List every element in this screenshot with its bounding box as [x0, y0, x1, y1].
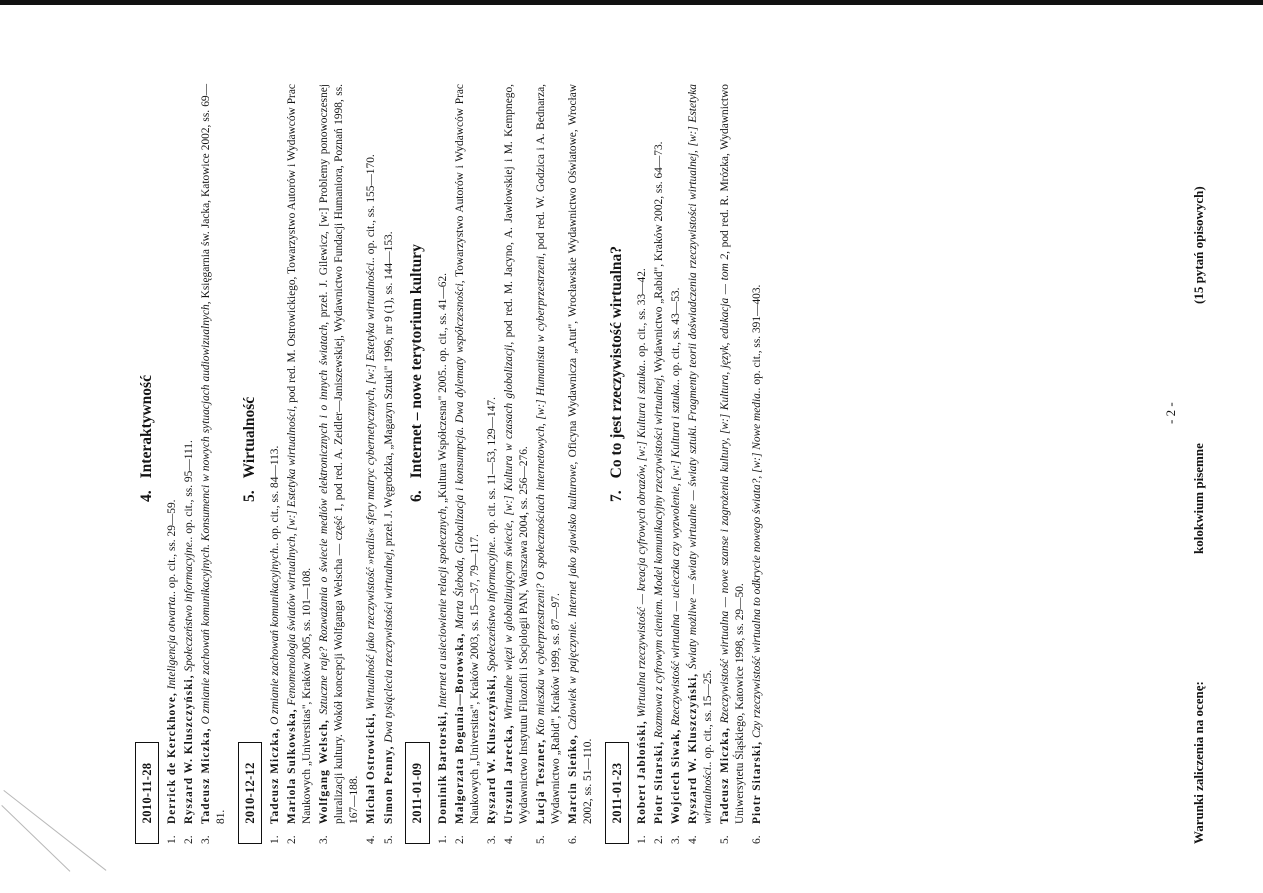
document-page: [132, 84, 1262, 844]
item-text: [268, 84, 283, 824]
item-text: [718, 84, 748, 824]
list-item: [635, 84, 650, 844]
list-item: [652, 84, 667, 844]
item-details: op. cit., ss. 95—111.: [183, 440, 196, 537]
item-number: 1.: [436, 835, 449, 844]
item-title: O zmianie zachowań komunikacyjnych. Konsumenci w nowych sytuacjach audiowizualnych,: [200, 301, 213, 725]
item-details: op. cit., ss. 29—59.: [166, 499, 178, 591]
footer-item-1: kolokwium pisemne: [1191, 443, 1206, 554]
item-text: [285, 84, 315, 824]
item-text: [750, 84, 765, 824]
item-author: Tadeusz Miczka,: [269, 727, 282, 824]
item-title: Człowiek w pajęczynie. Internet jako zjawisko kulturowe,: [566, 461, 579, 730]
section-header: [403, 84, 433, 844]
section-date: 2010-11-28: [135, 742, 160, 844]
item-text: [182, 84, 197, 824]
list-item: [268, 84, 283, 844]
item-details: przeł. J. Gilewicz, [w:] Problemy ponowoczesnej pluralizacji kultury. Wokół koncepcji Wolfganga Welscha — część 1, pod red. A. Zeidler—Janiszewskiej, Wydawnictwo Fundacji Humaniora, Poznań 1998, ss. 167—188.: [318, 84, 361, 824]
section-title-text: Interaktywność: [137, 375, 155, 479]
section-date: 2011-01-09: [405, 742, 430, 844]
bibliography-list: [165, 84, 229, 844]
bibliography-list: [436, 84, 596, 844]
list-item: [317, 84, 362, 844]
item-title: Internet a usieciowienie relacji społecznych,: [436, 505, 449, 709]
item-text: [453, 84, 483, 824]
item-title: Fenomenologia światów wirtualnych, [w:] Estetyka wirtualności,: [286, 405, 299, 706]
item-details: „Kultura Współczesna" 2005.. op. cit., ss. 41—62.: [436, 273, 449, 506]
list-item: [453, 84, 483, 844]
item-number: 2.: [653, 835, 666, 844]
item-text: [502, 84, 532, 824]
item-author: Tadeusz Miczka,: [200, 727, 213, 824]
item-details: Oficyna Wydawnicza „Atut", Wrocławskie Wydawnictwo Oświatowe, Wrocław 2002, ss. 51—110.: [566, 84, 594, 824]
list-item: [669, 84, 684, 844]
list-item: [364, 84, 379, 844]
list-item: [485, 84, 500, 844]
item-author: Simon Penny,: [382, 745, 395, 824]
item-number: 3.: [485, 835, 498, 844]
section-header: [235, 84, 265, 844]
item-title: O zmianie zachowań komunikacyjnych..: [269, 542, 282, 725]
item-number: 6.: [751, 835, 764, 844]
item-title: Dwa tysiąclecia rzeczywistości wirtualnej,: [382, 549, 395, 743]
list-item: [285, 84, 315, 844]
item-text: [436, 84, 451, 824]
bibliography-list: [268, 84, 396, 844]
footer-label: Warunki zaliczenia na ocenę:: [1191, 681, 1206, 844]
item-text: [165, 84, 180, 824]
section: [132, 84, 229, 844]
item-text: [382, 84, 397, 824]
item-author: Urszula Jarecka,: [502, 724, 515, 824]
item-author: Wojciech Siwak,: [670, 728, 683, 824]
list-item: [436, 84, 451, 844]
list-item: [686, 84, 716, 844]
section-date: 2010-12-12: [238, 742, 263, 844]
bibliography-list: [635, 84, 765, 844]
item-title: Czy rzeczywistość wirtualna to odkrycie nowego świata?, [w:] Nowe media..: [751, 387, 764, 738]
item-author: Robert Jabłoński,: [636, 720, 649, 824]
section: [602, 84, 765, 844]
item-number: 3.: [670, 835, 683, 844]
section-number: 4.: [137, 490, 155, 502]
item-title: Inteligencja otwarta..: [166, 590, 178, 690]
item-number: 1.: [166, 835, 178, 844]
item-text: [566, 84, 596, 824]
section-title: [607, 246, 627, 502]
section-title: [407, 244, 427, 502]
section-header: [602, 84, 632, 844]
item-number: 2.: [453, 835, 466, 844]
footer-item-2: (15 pytań opisowych): [1191, 186, 1206, 304]
item-number: 4.: [365, 835, 378, 844]
item-number: 3.: [200, 835, 213, 844]
item-number: 2.: [183, 835, 196, 844]
item-text: [364, 84, 379, 824]
item-author: Dominik Bartorski,: [436, 711, 449, 824]
item-details: przeł. J. Węgrodzka, „Magazyn Sztuki" 1996, nr 9 (1), ss. 144—153.: [382, 231, 395, 550]
page-number: - 2 -: [1163, 402, 1178, 424]
item-author: Wolfgang Welsch,: [318, 719, 331, 824]
section-number: 7.: [607, 490, 625, 502]
list-item: [165, 84, 180, 844]
section-title: [137, 375, 157, 502]
item-title: Sztuczne raje? Rozważania o świecie mediów elektronicznych i o innych światach,: [318, 321, 331, 715]
section-title: [240, 397, 260, 502]
item-details: pod red. W. Godzica i A. Bednarza, Wydawnictwo „Rabid", Kraków 1999, ss. 87—97.: [534, 83, 562, 824]
item-author: Ryszard W. Kluszczyński,: [183, 674, 196, 824]
item-details: Księgarnia św. Jacka, Katowice 2002, ss. 69—81.: [200, 84, 228, 824]
item-number: 6.: [566, 835, 579, 844]
item-title: Kto mieszka w cyberprzestrzeni? O społecznościach internetowych, [w:] Humanista w cyberprzestrzeni,: [534, 253, 547, 736]
item-author: Tadeusz Miczka,: [719, 726, 732, 824]
scan-top-edge: [0, 0, 1263, 5]
item-number: 4.: [687, 835, 700, 844]
list-item: [382, 84, 397, 844]
item-title: Światy możliwe — światy wirtualne — światy sztuki. Fragmenty teorii doświadczenia rzeczywistości wirtualnej, [w:] Estetyka wirtualności..: [687, 84, 715, 824]
item-details: op. cit., ss. 33—42.: [636, 268, 649, 360]
item-title: Rzeczywistość wirtualna — ucieczka czy wyzwolenie, [w:] Kultura i sztuka..: [670, 379, 683, 726]
list-item: [199, 84, 229, 844]
item-title: Wirtualna rzeczywistość — kreacja cyfrowych obrazów, [w:] Kultura i sztuka..: [636, 359, 649, 718]
item-author: Michał Ostrowicki,: [365, 712, 378, 824]
item-details: op. cit., ss. 391—403.: [751, 284, 764, 388]
section-number: 6.: [408, 490, 426, 502]
item-title: Społeczeństwo informacyjne..: [485, 536, 498, 672]
item-number: 1.: [636, 835, 649, 844]
item-title: Rzeczywistość wirtualna — nowe szanse i zagrożenia kultury, [w:] Kultura, język, edukacja — tom 2,: [719, 251, 732, 724]
item-text: [485, 84, 500, 824]
item-author: Ryszard W. Kluszczyński,: [687, 672, 700, 824]
item-text: [686, 84, 716, 824]
item-text: [652, 84, 667, 824]
section-title-text: Wirtualność: [240, 396, 258, 479]
item-details: Towarzystwo Autorów i Wydawców Prac Naukowych „Universitas", Kraków 2003, ss. 15—37, 79—117.: [453, 84, 481, 824]
item-author: Marcin Sieńko,: [566, 734, 579, 824]
item-title: Społeczeństwo informacyjne..: [183, 536, 196, 672]
item-number: 5.: [382, 835, 395, 844]
item-text: [199, 84, 229, 824]
list-item: [566, 84, 596, 844]
item-author: Ryszard W. Kluszczyński,: [485, 674, 498, 824]
item-text: [635, 84, 650, 824]
item-details: op. cit., ss. 84—113.: [269, 445, 282, 543]
item-details: op. cit., ss. 155—170.: [365, 154, 378, 258]
item-text: [669, 84, 684, 824]
list-item: [182, 84, 197, 844]
item-details: pod red. M. Ostrowickiego, Towarzystwo Autorów i Wydawców Prac Naukowych „Universitas", Kraków 2005, ss. 101—108.: [286, 84, 314, 824]
section-number: 5.: [240, 490, 258, 502]
sections-container: [132, 84, 765, 844]
item-author: Małgorzata Bogunia—Borowska,: [453, 632, 466, 824]
item-author: Łucja Teszner,: [534, 738, 547, 824]
list-item: [718, 84, 748, 844]
item-number: 4.: [502, 835, 515, 844]
item-author: Mariola Sułkowska,: [286, 708, 299, 824]
item-details: pod red. M. Jacyno, A. Jawłowskiej i M. Kempnego, Wydawnictwo Instytutu Filozofii i Socjologii PAN, Warszawa 2004, ss. 256—276.: [502, 84, 530, 824]
item-title: Rozmowa z cyfrowym cieniem. Model komunikacyjny rzeczywistości wirtualnej,: [653, 374, 666, 738]
item-author: Piotr Sitarski,: [653, 740, 666, 824]
item-text: [317, 84, 362, 824]
section-title-text: Co to jest rzeczywistość wirtualna?: [607, 245, 625, 479]
item-title: Wirtualność jako rzeczywistość »realis« sfery matryc cybernetycznych, [w:] Estetyka wirtualności..: [365, 257, 378, 710]
section-header: [132, 84, 162, 844]
item-number: 3.: [318, 835, 331, 844]
section-date: 2011-01-23: [605, 742, 630, 844]
item-details: pod red. R. Mrózka, Wydawnictwo Uniwersytetu Śląskiego, Katowice 1998, ss. 29—50.: [719, 83, 747, 824]
list-item: [750, 84, 765, 844]
section-title-text: Internet – nowe terytorium kultury: [408, 244, 426, 479]
section: [403, 84, 596, 844]
list-item: [502, 84, 532, 844]
item-details: op. cit., ss. 15—25.: [702, 669, 715, 762]
item-author: Derrick de Kerckhove,: [166, 692, 178, 824]
item-number: 5.: [719, 835, 732, 844]
scan-artifact-line: [3, 790, 106, 871]
item-number: 1.: [269, 835, 282, 844]
item-details: Wydawnictwo „Rabid", Kraków 2002, ss. 64—73.: [653, 141, 666, 375]
item-number: 2.: [286, 835, 299, 844]
item-details: op. cit. ss. 11—53, 129—147.: [485, 397, 498, 537]
item-title: Wirtualne więzi w globalizującym świecie, [w:] Kultura w czasach globalizacji,: [502, 341, 515, 720]
list-item: [534, 84, 564, 844]
item-title: Marta Śleboda, Globalizacja i konsumpcja. Dwa dylematy współczesności,: [453, 280, 466, 629]
section: [235, 84, 396, 844]
item-text: [534, 84, 564, 824]
item-details: op. cit., ss. 43—53.: [670, 287, 683, 379]
item-author: Piotr Sitarski,: [751, 740, 764, 824]
item-number: 5.: [534, 835, 547, 844]
